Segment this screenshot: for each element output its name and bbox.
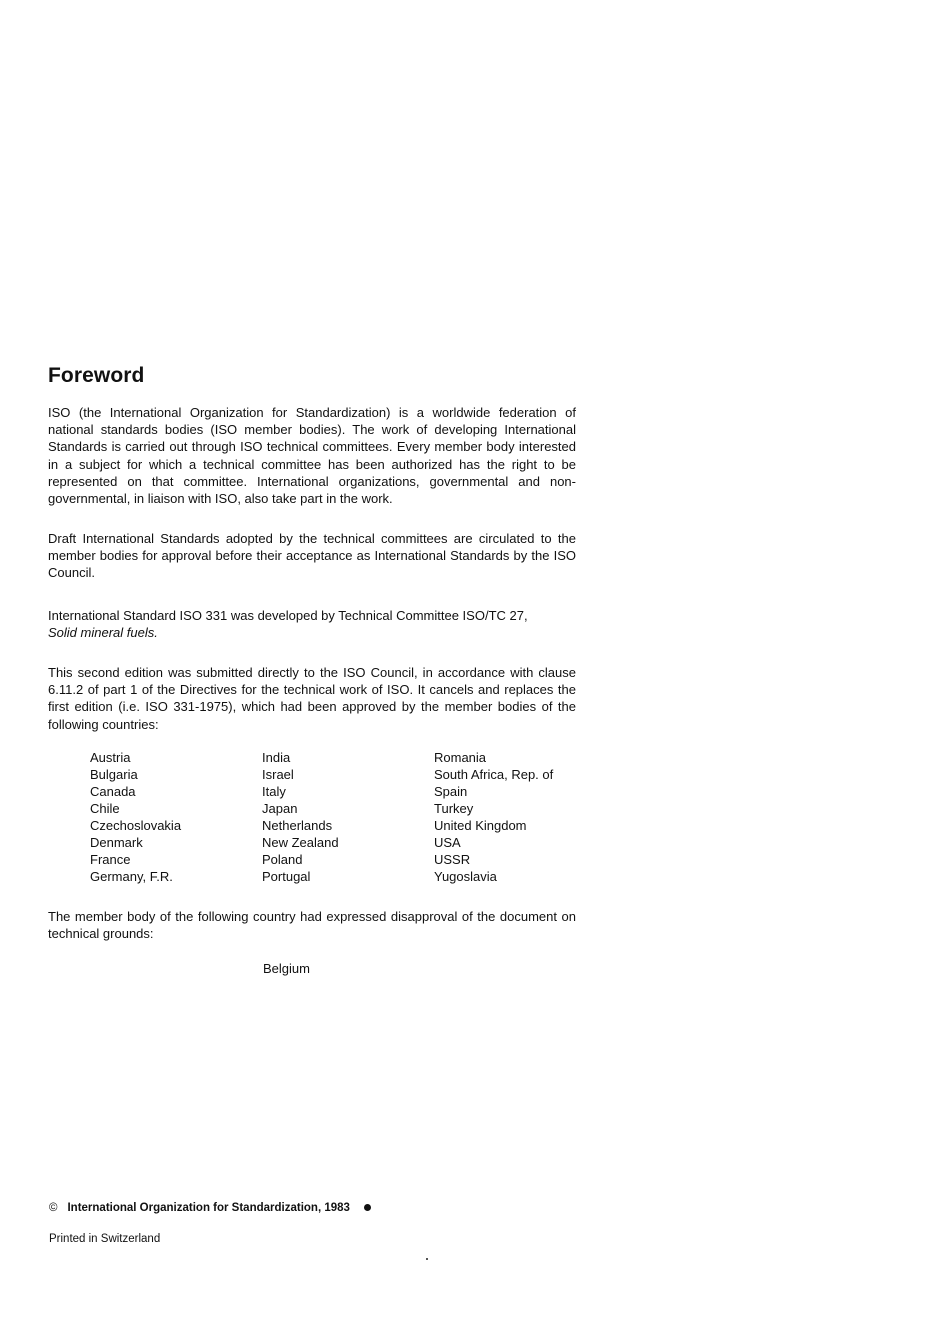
country-name: Canada bbox=[90, 784, 136, 799]
country-name: USA bbox=[434, 835, 461, 850]
country-name: Italy bbox=[262, 784, 286, 799]
country-name: United Kingdom bbox=[434, 818, 527, 833]
country-name: Japan bbox=[262, 801, 298, 816]
country-name: Denmark bbox=[90, 835, 143, 850]
country-name: Turkey bbox=[434, 801, 474, 816]
copyright-text: International Organization for Standardization, 1983 bbox=[67, 1202, 350, 1214]
country-name: Yugoslavia bbox=[434, 869, 497, 884]
printed-in: Printed in Switzerland bbox=[49, 1233, 161, 1245]
page-title: Foreword bbox=[48, 364, 145, 387]
copyright-icon: © bbox=[49, 1202, 58, 1214]
paragraph-iso-intro: ISO (the International Organization for Standardization) is a worldwide federation of national standards bodies (ISO member bodies). The work of developing International Standards is carried out through ISO technical committees. Every member body interested in a subject for which a technical committee has been authorized has the right to be represented on that committee. International organizations, governmental and non-governmental, in liaison with ISO, also take part in the work. bbox=[48, 405, 576, 507]
country-name: Austria bbox=[90, 750, 131, 765]
country-name: South Africa, Rep. of bbox=[434, 767, 554, 782]
country-name: Germany, F.R. bbox=[90, 869, 173, 884]
country-name: India bbox=[262, 750, 291, 765]
country-column-1 bbox=[90, 749, 181, 885]
country-column-3 bbox=[434, 749, 553, 885]
committee-subject: Solid mineral fuels. bbox=[48, 625, 158, 641]
disapproving-country: Belgium bbox=[263, 961, 310, 976]
copyright-line bbox=[49, 1202, 371, 1214]
paragraph-disapproval: The member body of the following country had expressed disapproval of the document on technical grounds: bbox=[48, 909, 576, 942]
country-name: France bbox=[90, 852, 131, 867]
paragraph-draft-standards: Draft International Standards adopted by the technical committees are circulated to the member bodies for approval before their acceptance as International Standards by the ISO Council. bbox=[48, 531, 576, 581]
country-name: New Zealand bbox=[262, 835, 339, 850]
country-name: Chile bbox=[90, 801, 120, 816]
country-name: Romania bbox=[434, 750, 487, 765]
bullet-icon bbox=[364, 1204, 371, 1211]
committee-text: International Standard ISO 331 was developed by Technical Committee ISO/TC 27, bbox=[48, 608, 528, 623]
country-name: Czechoslovakia bbox=[90, 818, 182, 833]
country-name: Netherlands bbox=[262, 818, 333, 833]
country-name: Portugal bbox=[262, 869, 311, 884]
country-name: USSR bbox=[434, 852, 471, 867]
paragraph-second-edition: This second edition was submitted directly to the ISO Council, in accordance with clause 6.11.2 of part 1 of the Directives for the technical work of ISO. It cancels and replaces the first edition (i.e. ISO 331-1975), which had been approved by the member bodies of the following countries: bbox=[48, 665, 576, 732]
country-name: Bulgaria bbox=[90, 767, 138, 782]
country-name: Poland bbox=[262, 852, 303, 867]
country-name: Israel bbox=[262, 767, 294, 782]
paragraph-committee bbox=[48, 607, 576, 641]
print-speck bbox=[426, 1258, 428, 1260]
country-column-2 bbox=[262, 749, 339, 885]
country-name: Spain bbox=[434, 784, 468, 799]
